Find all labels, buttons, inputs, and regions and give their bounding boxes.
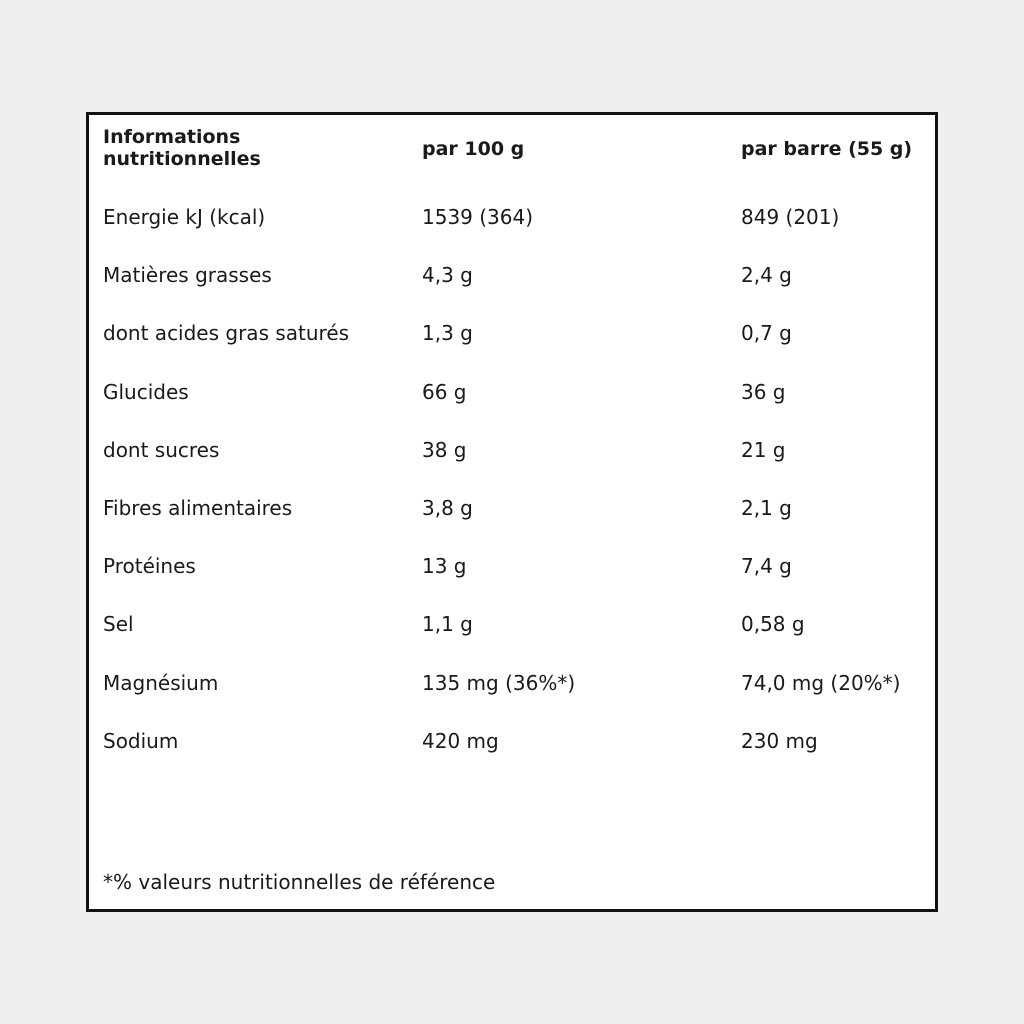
- row-per-bar: 2,1 g: [741, 495, 792, 520]
- table-row: [89, 651, 935, 709]
- row-per-bar: 21 g: [741, 437, 786, 462]
- table-row: [89, 592, 935, 650]
- row-per-bar: 36 g: [741, 379, 786, 404]
- header-per-bar: par barre (55 g): [741, 138, 913, 160]
- row-label: Magnésium: [103, 670, 219, 695]
- row-per-100g: 38 g: [422, 437, 467, 462]
- table-row: [89, 185, 935, 243]
- table-row: [89, 709, 935, 767]
- nutrition-table: [86, 112, 938, 912]
- header-per-100g: par 100 g: [422, 138, 525, 160]
- header-label-line1: Informations: [103, 126, 241, 148]
- row-label: dont sucres: [103, 437, 220, 462]
- row-per-bar: 849 (201): [741, 205, 840, 229]
- row-label: Matières grasses: [103, 263, 272, 288]
- table-row: [89, 243, 935, 301]
- row-per-bar: 7,4 g: [741, 554, 792, 579]
- reference-footnote: *% valeurs nutritionnelles de référence: [103, 870, 496, 894]
- row-label: Sel: [103, 612, 134, 637]
- table-row: [89, 360, 935, 418]
- row-per-100g: 135 mg (36%*): [422, 670, 576, 695]
- table-row: [89, 476, 935, 534]
- row-label: Glucides: [103, 379, 189, 404]
- row-label: dont acides gras saturés: [103, 321, 350, 346]
- row-label: Protéines: [103, 554, 196, 579]
- row-per-100g: 1,3 g: [422, 321, 473, 346]
- row-label: Energie kJ (kcal): [103, 205, 266, 229]
- header-label: [103, 126, 261, 170]
- row-per-bar: 230 mg: [741, 728, 818, 753]
- row-per-100g: 1,1 g: [422, 612, 473, 637]
- table-row: [89, 534, 935, 592]
- table-body: [89, 185, 935, 767]
- header-label-line2: nutritionnelles: [103, 148, 261, 170]
- row-per-bar: 0,58 g: [741, 612, 805, 637]
- row-per-100g: 4,3 g: [422, 263, 473, 288]
- row-label: Fibres alimentaires: [103, 495, 293, 520]
- row-per-100g: 3,8 g: [422, 495, 473, 520]
- row-per-bar: 74,0 mg (20%*): [741, 670, 901, 695]
- table-header: [89, 115, 935, 185]
- row-per-bar: 0,7 g: [741, 321, 792, 346]
- row-per-100g: 13 g: [422, 554, 467, 579]
- table-row: [89, 418, 935, 476]
- row-label: Sodium: [103, 728, 179, 753]
- row-per-100g: 1539 (364): [422, 205, 534, 229]
- row-per-bar: 2,4 g: [741, 263, 792, 288]
- row-per-100g: 66 g: [422, 379, 467, 404]
- table-row: [89, 301, 935, 359]
- row-per-100g: 420 mg: [422, 728, 499, 753]
